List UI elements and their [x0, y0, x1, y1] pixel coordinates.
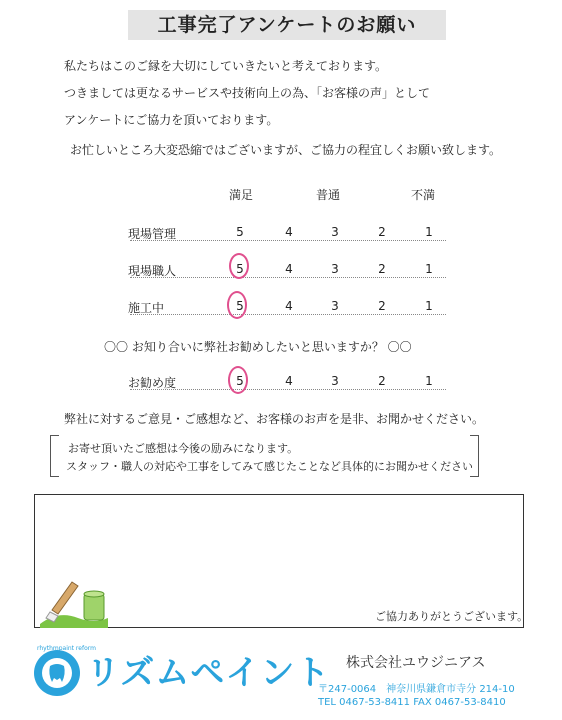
rating-label-recommend: お勧め度	[128, 376, 177, 390]
feedback-prompt: 弊社に対するご意見・ご感想など、お客様のお声を是非、お聞かせください。	[64, 412, 485, 426]
rating-option-2[interactable]: 2	[378, 262, 386, 276]
intro-line-4: お忙しいところ大変恐縮ではございますが、ご協力の程宜しくお願い致します。	[70, 143, 502, 157]
rating-option-5[interactable]: 5	[236, 374, 244, 388]
paint-bucket-icon	[38, 572, 110, 628]
rating-label-site-management: 現場管理	[128, 227, 177, 241]
header-neutral: 普通	[316, 188, 341, 202]
recommend-question: 〇〇 お知り合いに弊社お勧めしたいと思いますか？ 〇〇	[104, 340, 412, 354]
rating-option-1[interactable]: 1	[425, 374, 433, 388]
rating-option-4[interactable]: 4	[285, 225, 293, 239]
logo-ring-text: rhythmpaint reform	[37, 645, 96, 652]
row-divider	[130, 240, 446, 241]
intro-line-2: つきましては更なるサービスや技術向上の為、「お客様の声」として	[64, 86, 431, 100]
row-divider	[130, 314, 446, 315]
rating-option-4[interactable]: 4	[285, 299, 293, 313]
intro-line-3: アンケートにご協力を頂いております。	[64, 113, 279, 127]
note-bracket-left	[50, 435, 59, 477]
company-address: 〒247-0064 神奈川県鎌倉市寺分 214-10	[318, 684, 515, 695]
rating-option-2[interactable]: 2	[378, 299, 386, 313]
rating-option-1[interactable]: 1	[425, 299, 433, 313]
rating-option-3[interactable]: 3	[331, 374, 339, 388]
page-title: 工事完了アンケートのお願い	[128, 10, 446, 40]
logo-text: リズムペイント	[86, 653, 331, 693]
company-name: 株式会社ユウジニアス	[346, 655, 486, 671]
tooth-icon	[34, 650, 80, 696]
header-dissatisfied: 不満	[411, 188, 436, 202]
rating-option-2[interactable]: 2	[378, 374, 386, 388]
rating-option-3[interactable]: 3	[331, 225, 339, 239]
logo-mark	[34, 650, 80, 696]
rating-option-3[interactable]: 3	[331, 299, 339, 313]
rating-option-2[interactable]: 2	[378, 225, 386, 239]
rating-option-5[interactable]: 5	[236, 299, 244, 313]
rating-label-craftsmen: 現場職人	[128, 264, 177, 278]
rating-option-1[interactable]: 1	[425, 262, 433, 276]
header-satisfied: 満足	[229, 188, 254, 202]
row-divider	[130, 277, 446, 278]
note-line-2: スタッフ・職人の対応や工事をしてみて感じたことなど具体的にお聞かせください	[66, 460, 473, 473]
note-line-1: お寄せ頂いたご感想は今後の励みになります。	[68, 442, 299, 455]
rating-option-5[interactable]: 5	[236, 262, 244, 276]
rating-label-during-construction: 施工中	[128, 301, 165, 315]
intro-line-1: 私たちはこのご縁を大切にしていきたいと考えております。	[64, 59, 388, 73]
rating-option-5[interactable]: 5	[236, 225, 244, 239]
company-contact: TEL 0467-53-8411 FAX 0467-53-8410	[318, 697, 506, 708]
thanks-message: ご協力ありがとうございます。	[375, 610, 529, 623]
rating-option-4[interactable]: 4	[285, 374, 293, 388]
rating-option-4[interactable]: 4	[285, 262, 293, 276]
rating-option-3[interactable]: 3	[331, 262, 339, 276]
rating-option-1[interactable]: 1	[425, 225, 433, 239]
row-divider	[130, 389, 446, 390]
